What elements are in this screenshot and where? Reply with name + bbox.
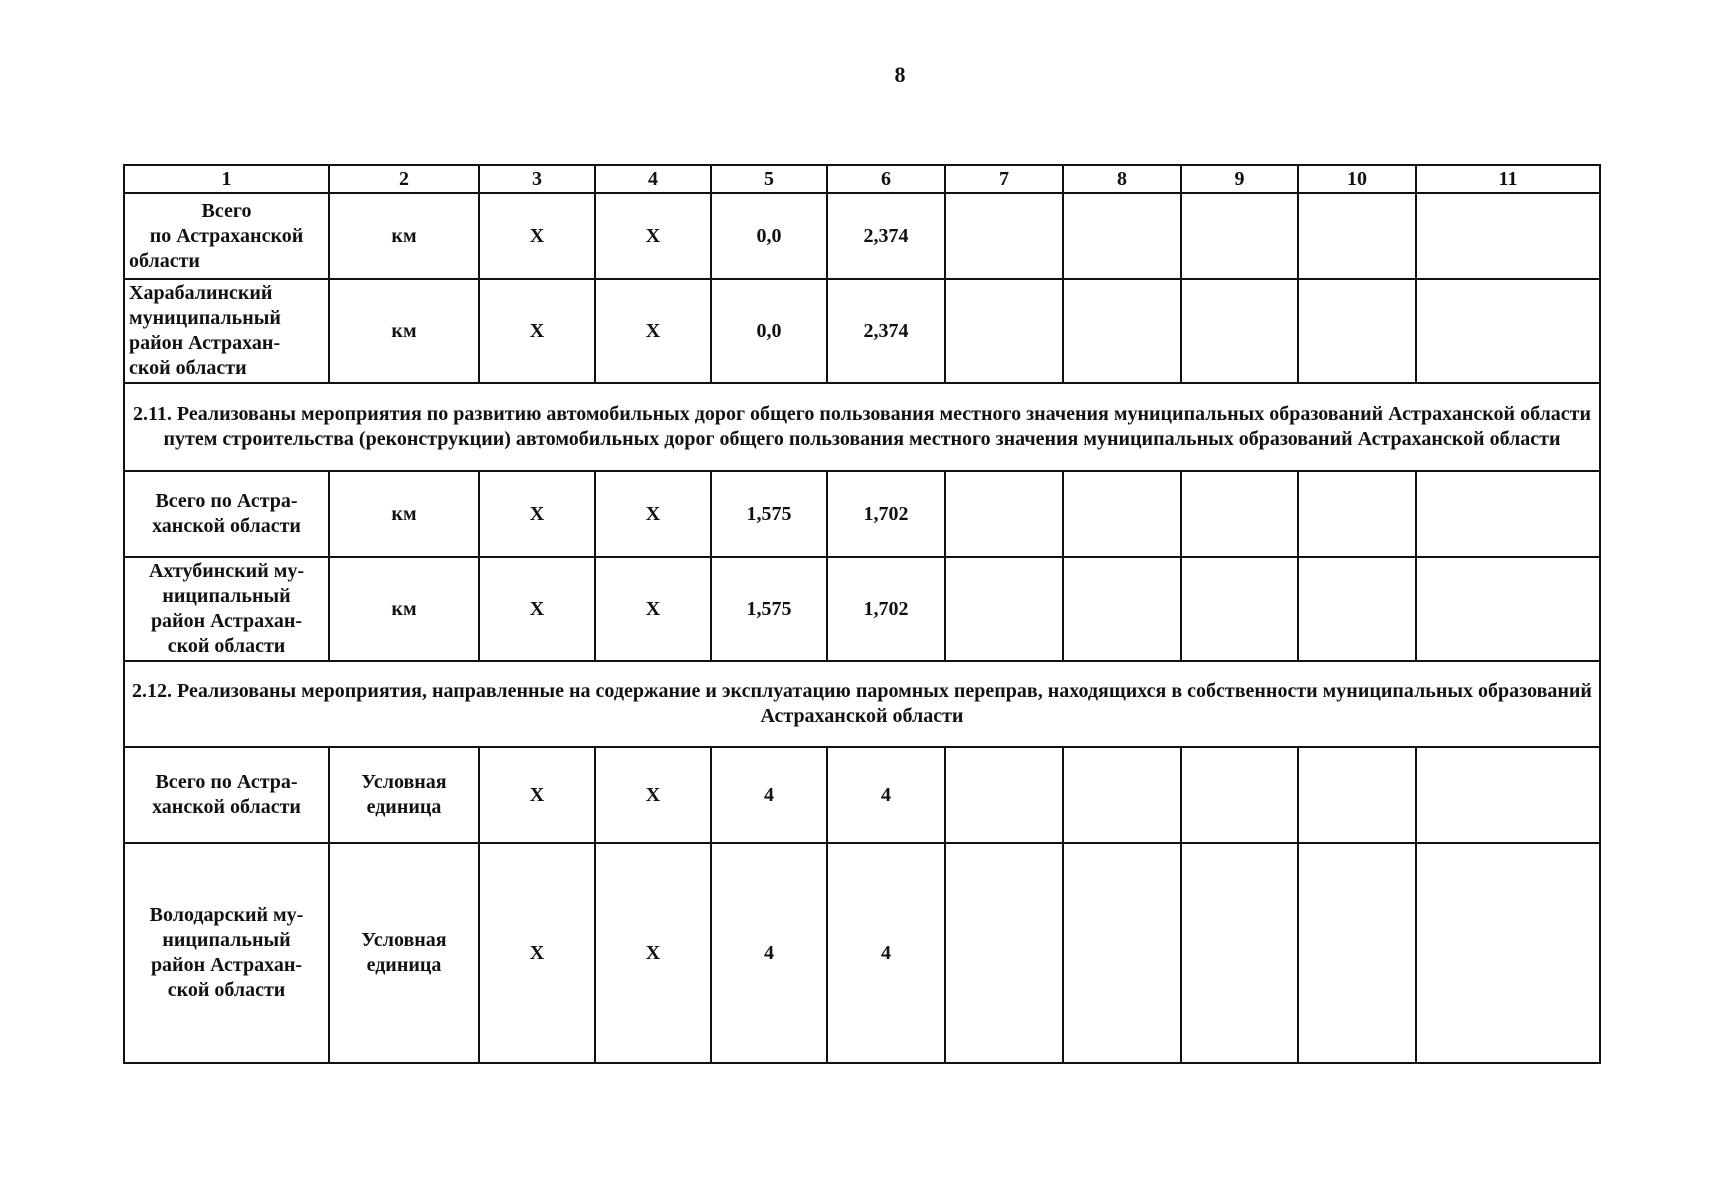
empty-cell <box>1298 557 1416 661</box>
page-number: 8 <box>894 62 906 87</box>
empty-cell <box>1063 471 1181 557</box>
header-cell: 10 <box>1298 165 1416 193</box>
header-cell: 3 <box>479 165 595 193</box>
empty-cell <box>945 843 1063 1063</box>
empty-cell <box>1416 279 1600 383</box>
empty-cell <box>1063 747 1181 843</box>
value-cell-3: Х <box>479 193 595 279</box>
value-cell-3: Х <box>479 747 595 843</box>
empty-cell <box>1063 279 1181 383</box>
table-row <box>124 747 1600 843</box>
empty-cell <box>1298 279 1416 383</box>
territory-line: ниципальный <box>162 929 291 951</box>
territory-line: Всего по Астра- <box>155 490 298 512</box>
unit-line: Условная <box>361 771 447 793</box>
territory-cell <box>124 279 329 383</box>
value-cell-6: 1,702 <box>827 471 945 557</box>
empty-cell <box>1181 747 1298 843</box>
value-cell-3: Х <box>479 471 595 557</box>
empty-cell <box>1181 279 1298 383</box>
territory-line: Ахтубинский му- <box>148 560 305 582</box>
header-cell: 9 <box>1181 165 1298 193</box>
territory-line: Володарский му- <box>149 904 304 926</box>
empty-cell <box>1416 193 1600 279</box>
value-cell-5: 0,0 <box>711 279 827 383</box>
table-row <box>124 557 1600 661</box>
value-cell-3: Х <box>479 843 595 1063</box>
territory-cell <box>124 193 329 279</box>
unit-cell <box>329 747 479 843</box>
header-cell: 8 <box>1063 165 1181 193</box>
territory-line: ханской области <box>152 515 301 537</box>
header-cell: 5 <box>711 165 827 193</box>
territory-line: ской области <box>167 979 286 1001</box>
territory-line: области <box>129 249 200 272</box>
unit-line: Условная <box>361 929 447 951</box>
value-cell-4: Х <box>595 843 711 1063</box>
empty-cell <box>945 279 1063 383</box>
territory-cell <box>124 471 329 557</box>
territory-line: ской области <box>129 357 247 379</box>
unit-cell: км <box>329 557 479 661</box>
table-row <box>124 193 1600 279</box>
empty-cell <box>1181 843 1298 1063</box>
header-cell: 7 <box>945 165 1063 193</box>
value-cell-5: 1,575 <box>711 557 827 661</box>
header-cell: 6 <box>827 165 945 193</box>
value-cell-6: 1,702 <box>827 557 945 661</box>
section-row <box>124 383 1600 471</box>
table-row <box>124 471 1600 557</box>
value-cell-4: Х <box>595 557 711 661</box>
empty-cell <box>1063 843 1181 1063</box>
table-header-row <box>124 165 1600 193</box>
value-cell-6: 2,374 <box>827 279 945 383</box>
empty-cell <box>1298 471 1416 557</box>
value-cell-3: Х <box>479 557 595 661</box>
empty-cell <box>945 193 1063 279</box>
value-cell-5: 4 <box>711 747 827 843</box>
empty-cell <box>945 557 1063 661</box>
territory-line: район Астрахан- <box>150 610 303 632</box>
territory-line: ской области <box>167 635 286 657</box>
section-heading-2-11: 2.11. Реализованы мероприятия по развитию автомобильных дорог общего пользования местного значения муниципальных образований Астраханской области путем строительства (реконструкции) автомобильных дорог общего пользования местного значения муниципальных образований Астраханской области <box>124 383 1600 471</box>
territory-line: ханской области <box>152 796 301 818</box>
value-cell-5: 1,575 <box>711 471 827 557</box>
territory-line: Всего по Астра- <box>155 771 298 793</box>
table-row <box>124 279 1600 383</box>
territory-line: ниципальный <box>162 585 291 607</box>
empty-cell <box>1298 193 1416 279</box>
territory-line: муниципальный <box>129 307 281 329</box>
empty-cell <box>1181 193 1298 279</box>
empty-cell <box>1063 557 1181 661</box>
territory-cell <box>124 747 329 843</box>
empty-cell <box>1181 557 1298 661</box>
unit-cell: км <box>329 471 479 557</box>
unit-cell: км <box>329 279 479 383</box>
value-cell-6: 2,374 <box>827 193 945 279</box>
empty-cell <box>1298 843 1416 1063</box>
empty-cell <box>1063 193 1181 279</box>
header-cell: 2 <box>329 165 479 193</box>
unit-cell <box>329 843 479 1063</box>
value-cell-6: 4 <box>827 843 945 1063</box>
territory-cell <box>124 843 329 1063</box>
unit-cell: км <box>329 193 479 279</box>
empty-cell <box>1298 747 1416 843</box>
empty-cell <box>1416 843 1600 1063</box>
header-cell: 4 <box>595 165 711 193</box>
empty-cell <box>1416 471 1600 557</box>
value-cell-4: Х <box>595 279 711 383</box>
table-row <box>124 843 1600 1063</box>
territory-line: Всего <box>201 199 252 222</box>
unit-line: единица <box>366 796 442 818</box>
data-table <box>123 164 1601 1064</box>
unit-line: единица <box>366 954 442 976</box>
territory-line: район Астрахан- <box>150 954 303 976</box>
value-cell-3: Х <box>479 279 595 383</box>
value-cell-4: Х <box>595 747 711 843</box>
value-cell-4: Х <box>595 471 711 557</box>
territory-line: по Астраханской <box>149 224 304 247</box>
empty-cell <box>1416 557 1600 661</box>
section-heading-2-12: 2.12. Реализованы мероприятия, направленные на содержание и эксплуатацию паромных переправ, находящихся в собственности муниципальных образований Астраханской области <box>124 661 1600 747</box>
empty-cell <box>1416 747 1600 843</box>
value-cell-5: 0,0 <box>711 193 827 279</box>
value-cell-5: 4 <box>711 843 827 1063</box>
territory-cell <box>124 557 329 661</box>
section-row <box>124 661 1600 747</box>
territory-line: район Астрахан- <box>129 332 281 354</box>
territory-line: Харабалинский <box>129 282 273 304</box>
value-cell-4: Х <box>595 193 711 279</box>
empty-cell <box>1181 471 1298 557</box>
header-cell: 11 <box>1416 165 1600 193</box>
empty-cell <box>945 471 1063 557</box>
empty-cell <box>945 747 1063 843</box>
value-cell-6: 4 <box>827 747 945 843</box>
header-cell: 1 <box>124 165 329 193</box>
